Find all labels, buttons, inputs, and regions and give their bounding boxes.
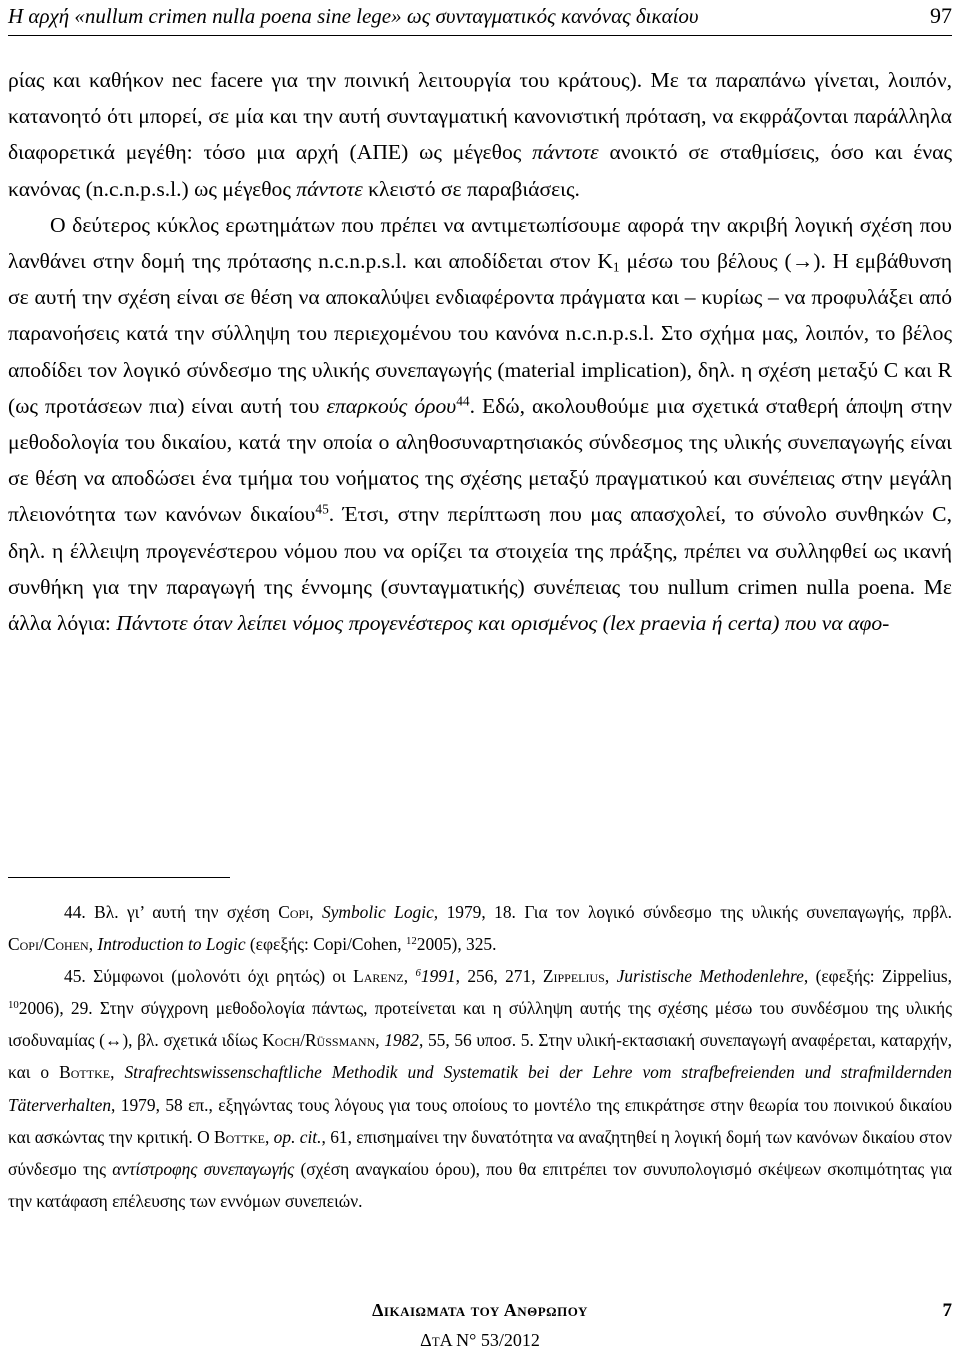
footer-page-number: 7 (942, 1300, 952, 1321)
edition-superscript: 6 (415, 967, 421, 980)
book-title: Introduction to Logic (97, 934, 246, 955)
text-run: 2005), 325. (416, 934, 497, 955)
book-title: Strafrechtswissenschaftliche Methodik und Systematik bei der Lehre vom strafbefreienden und strafmildernden Täterverhalten (8, 1062, 952, 1115)
text-run: , (375, 1030, 385, 1051)
text-run: κλειστό σε παραβιάσεις. (362, 176, 580, 201)
text-run: , (264, 1126, 274, 1147)
text-run: (σχέση αναγκαίου όρου), που θα επιτρέπει τον συνυπολογισμό σκέψεων σκοπιμότητας για την κατάφαση επέλευσης των εννόμων συνεπειών. (8, 1158, 952, 1211)
text-run: . Έτσι, στην περίπτωση που μας απασχολεί, το σύνολο συνθηκών C, δηλ. η έλλειψη προγενέστερου νόμου που να ορίζει τα στοιχεία της πράξης, πρέπει να συλληφθεί ως ικανή συνθήκη για την παραγωγή της έννομης (συνταγματικής) συνέπειας του nullum crimen nulla poena. Με άλλα λόγια: (8, 502, 952, 636)
text-run: , (εφεξής: Zippelius, (803, 966, 952, 987)
text-run: , (88, 934, 98, 955)
header-rule (8, 35, 952, 36)
text-run: , (604, 966, 617, 987)
text-run: , (403, 966, 416, 987)
author-name: Koch/Rüssmann (262, 1030, 376, 1051)
author-name: Copi/Cohen (8, 934, 89, 955)
paragraph-1 (8, 62, 952, 207)
text-run: , 61, επισημαίνει την δυνατότητα να αναζητηθεί η λογική δομή των κανόνων δικαίου στον σύνδεσμο της (8, 1126, 952, 1179)
emphasis: αντίστροφης συνεπαγωγής (112, 1158, 295, 1179)
emphasis: πάντοτε (532, 140, 599, 165)
year: 1991 (420, 966, 456, 987)
text-run: Ο δεύτερος κύκλος ερωτημάτων που πρέπει να αντιμετωπίσουμε αφορά την ακριβή λογική σχέση που λανθάνει στην δομή της πρότασης n.c.n.p.s.l. και αποδίδεται στον K (8, 212, 952, 274)
text-run: . Εδώ, ακολουθούμε μια σχετικά σταθερή άποψη στην μεθοδολογία του δικαίου, κατά την οποία ο αληθοσυναρτησιακός σύνδεσμος της υλικής συνεπαγωγής είναι σε θέση να αποδώσει ένα τμήμα του νοήματος της σχέσης μεταξύ πραγματικού και συνέπειας στην μεγάλη πλειονότητα των κανόνων δικαίου (8, 393, 952, 527)
running-header (8, 2, 952, 30)
text-run: , 55, 56 υποσ. 5. Στην υλική-εκτασιακή συνεπαγωγή αναφέρεται, καταρχήν, και ο (8, 1030, 952, 1083)
author-name: Copi (278, 902, 310, 922)
emphasis: Πάντοτε όταν λείπει νόμος προγενέστερος και ορισμένος (lex praevia ή certa) που να αφο- (116, 611, 890, 636)
text-run: 2006), 29. Στην σύγχρονη μεθοδολογία πάντως, προτείνεται και η σύλληψη αυτής της σχέσης μέσω του συνδέσμου της υλικής ισοδυναμίας (↔), βλ. σχετικά ιδίως (8, 998, 952, 1051)
text-run: ρίας και καθήκον nec facere για την ποινική λειτουργία του κράτους). Με τα παραπάνω γίνεται, λοιπόν, κατανοητό ότι μπορεί, σε μία και την αυτή συνταγματική κανονιστική πρόταση, να εκφράζονται παράλληλα διαφορετικά μεγέθη: τόσο μια αρχή (ΑΠΕ) ως μέγεθος (8, 68, 952, 165)
author-name: Bottke (214, 1126, 265, 1147)
book-title: Symbolic Logic, (321, 902, 439, 922)
text-run: , (110, 1062, 125, 1083)
emphasis: πάντοτε (296, 176, 363, 201)
text-run: 44. Βλ. γι’ αυτή την σχέση (64, 902, 279, 922)
text-run: , 256, 271, (455, 966, 543, 987)
year: 1982 (384, 1030, 419, 1051)
author-name: Bottke (59, 1062, 111, 1083)
footnotes (8, 896, 952, 1217)
footnote-ref-44[interactable]: 44 (456, 393, 470, 409)
footnote-44 (8, 896, 952, 960)
citation-abbrev: op. cit. (273, 1126, 322, 1147)
body-text (8, 62, 952, 641)
journal-title: Δικαιωματα του Ανθρωπου (372, 1300, 588, 1320)
author-name: Zippelius (542, 966, 605, 987)
running-title: Η αρχή «nullum crimen nulla poena sine lege» ως συνταγματικός κανόνας δικαίου (8, 4, 699, 28)
subscript: 1 (612, 259, 620, 275)
edition-superscript: 10 (8, 999, 19, 1012)
text-run: ανοικτό σε σταθμίσεις, όσο και ένας κανόνας (n.c.n.p.s.l.) ως μέγεθος (8, 140, 952, 201)
text-run: , (309, 902, 322, 922)
footnote-separator (8, 877, 230, 878)
edition-superscript: 12 (406, 935, 417, 948)
paragraph-2 (8, 207, 952, 641)
page-footer (8, 1300, 952, 1358)
footnote-ref-45[interactable]: 45 (315, 502, 329, 518)
header-page-number: 97 (930, 3, 952, 28)
text-run: μέσω του βέλους (→). Η εμβάθυνση σε αυτή την σχέση είναι σε θέση να αποκαλύψει ενδιαφέροντα πράγματα και – κυρίως – να προφυλάξει από παρανοήσεις κατά την σύλληψη του περιεχομένου του κανόνα n.c.n.p.s.l. Στο σχήμα μας, λοιπόν, το βέλος αποδίδει τον λογικό σύνδεσμο της υλικής συνεπαγωγής (material implication), δηλ. η σχέση μεταξύ C και R (ως προτάσεων πια) είναι αυτή του (8, 249, 953, 418)
text-run: 1979, 18. Για τον λογικό σύνδεσμο της υλικής συνεπαγωγής, πρβλ. (438, 902, 952, 922)
journal-issue: ΔτΑ Ν° 53/2012 (420, 1330, 540, 1350)
text-run: 45. Σύμφωνοι (μολονότι όχι ρητώς) οι (64, 966, 354, 987)
author-name: Larenz (353, 966, 404, 987)
footnote-45 (8, 960, 952, 1217)
text-run: , 1979, 58 επ., εξηγώντας τους λόγους για τους οποίους το μοντέλο της επικράτησε στην θεωρία του ποινικού δικαίου και ασκώντας την κριτική. Ο (8, 1094, 952, 1147)
text-run: (εφεξής: Copi/Cohen, (245, 934, 406, 955)
emphasis: επαρκούς όρου (326, 393, 457, 418)
book-title: Juristische Methodenlehre (616, 966, 804, 987)
